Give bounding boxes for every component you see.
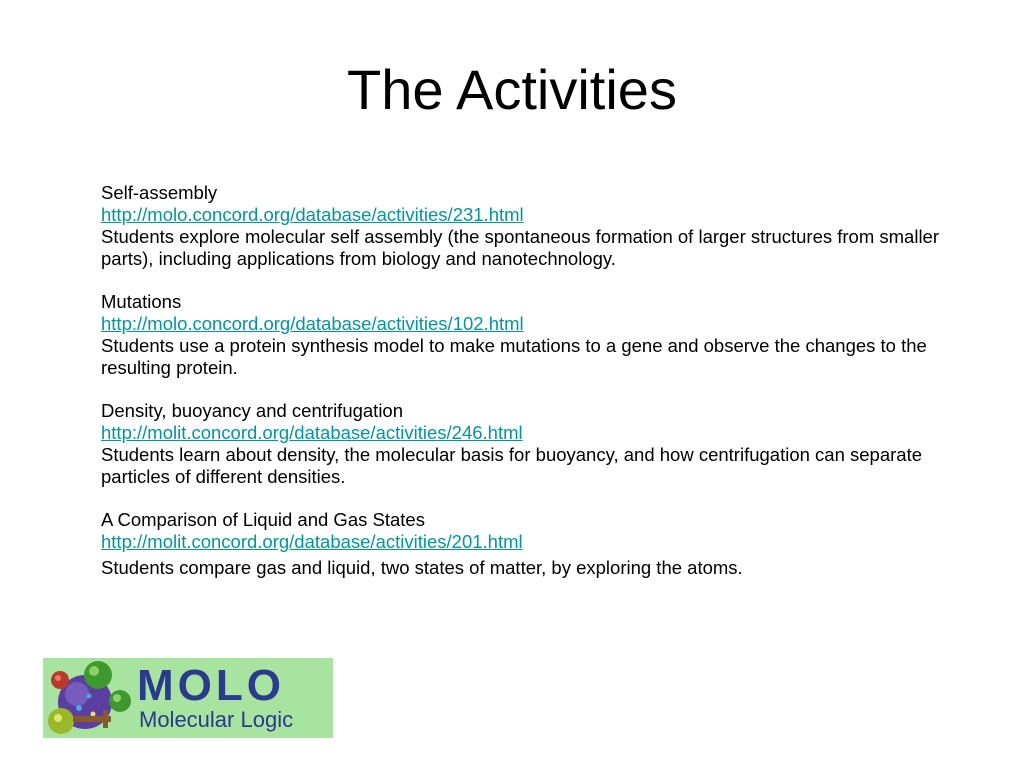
- activity-self-assembly: [101, 182, 981, 270]
- logo-title: MOLO: [137, 661, 285, 710]
- activity-description: Students compare gas and liquid, two states of matter, by exploring the atoms.: [101, 557, 743, 578]
- logo-subtitle: Molecular Logic: [139, 707, 294, 732]
- activity-link[interactable]: http://molo.concord.org/database/activities/231.html: [101, 204, 524, 225]
- molo-logo: [43, 658, 333, 738]
- activity-liquid-gas-comparison: [101, 509, 981, 579]
- activity-name: Self-assembly: [101, 182, 218, 203]
- activity-name: A Comparison of Liquid and Gas States: [101, 509, 425, 530]
- activity-density-buoyancy: [101, 400, 981, 488]
- activity-name: Mutations: [101, 291, 182, 312]
- activity-description: Students explore molecular self assembly (the spontaneous formation of larger structures from smaller parts), including applications from biology and nanotechnology.: [101, 226, 940, 269]
- activity-description: Students use a protein synthesis model to make mutations to a gene and observe the changes to the resulting protein.: [101, 335, 927, 378]
- activity-description: Students learn about density, the molecular basis for buoyancy, and how centrifugation can separate particles of different densities.: [101, 444, 923, 487]
- activity-link[interactable]: http://molo.concord.org/database/activities/102.html: [101, 313, 524, 334]
- activity-name: Density, buoyancy and centrifugation: [101, 400, 404, 421]
- activity-link[interactable]: http://molit.concord.org/database/activities/246.html: [101, 422, 523, 443]
- molecule-cluster-icon: [43, 658, 135, 738]
- activity-link[interactable]: http://molit.concord.org/database/activities/201.html: [101, 531, 523, 552]
- activity-mutations: [101, 291, 981, 379]
- slide-title: The Activities: [347, 58, 677, 121]
- activities-list: [101, 182, 981, 600]
